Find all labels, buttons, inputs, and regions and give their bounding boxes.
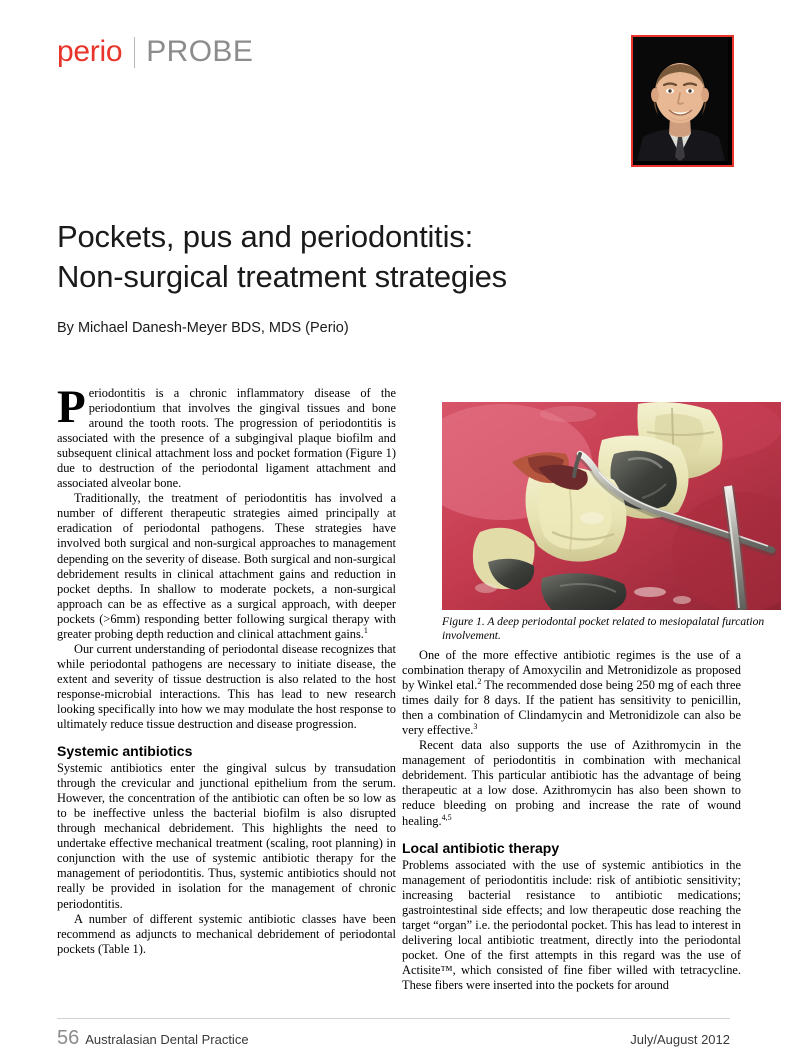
paragraph-systemic-classes: A number of different systemic antibiotic classes have been recommend as adjuncts to mechanical debridement of periodontal pockets (Table 1). xyxy=(57,911,396,956)
body-column-right xyxy=(402,648,741,993)
paragraph-combination-therapy-text-a: One of the more effective antibiotic regimes is the use of a combination therapy of Amoxycilin and Metronidizole as proposed by Winkel etal. xyxy=(402,648,741,693)
section-heading-local-antibiotic-therapy: Local antibiotic therapy xyxy=(402,839,560,856)
figure-1 xyxy=(442,402,781,643)
paragraph-combination-therapy-text-b: The recommended dose being 250 mg of each three times daily for 8 days. If the patient has sensitivity to penicillin, then a combination of Clindamycin and Metronidizole can also be very effective. xyxy=(402,678,741,738)
paragraph-combination-therapy xyxy=(402,648,741,738)
brand-perio-wordmark: perio xyxy=(57,35,123,68)
citation-ref-1: 1 xyxy=(363,625,368,635)
article-title xyxy=(57,217,697,297)
brand-probe-wordmark: PROBE xyxy=(146,35,254,68)
paragraph-local-antibiotic-problems: Problems associated with the use of systemic antibiotics in the management of periodontitis include: risk of antibiotic sensitivity; increasing bacterial resistance to antibiotic medications; gastrointestinal side effects; and low therapeutic dose reaching the target “organ” i.e. the periodontal pocket. This has lead to interest in delivering local antibiotic treatment, directly into the periodontal pocket. One of the first attempts in this regard was the use of Actisite™, which consisted of fine fiber willed with tetracycline. These fibers were inserted into the pockets for around xyxy=(402,857,741,992)
masthead xyxy=(57,30,253,74)
citation-ref-2: 2 xyxy=(477,676,482,686)
paragraph-traditional-treatment xyxy=(57,491,396,641)
citation-ref-4-5: 4,5 xyxy=(441,812,452,822)
paragraph-intro xyxy=(57,381,396,491)
paragraph-current-understanding: Our current understanding of periodontal disease recognizes that while periodontal pathogens are necessary to initiate disease, the extent and severity of tissue destruction is also related to the host response-microbial interactions. This has lead to new research looking specifically into how we may modulate the host response to ultimately reduce tissue destruction and disease progression. xyxy=(57,641,396,732)
footer-page-number: 56 xyxy=(57,1027,80,1049)
paragraph-traditional-treatment-text: Traditionally, the treatment of periodontitis has involved a number of different therapeutic strategies aimed principally at eradication of periodontal pathogens. These strategies have involved both surgical and non-surgical approaches to management depending on the severity of disease. Both surgical and non-surgical debridement results in clinical attachment gains and reduction in pocket depths. In shallow to moderate pockets, a non-surgical approach can be as effective as a surgical approach, with deeper pockets (>6mm) responding better following surgical therapy with greater probing depth reduction and clinical attachment gains. xyxy=(57,491,396,641)
author-portrait-image xyxy=(633,37,728,161)
footer-issue-date: July/August 2012 xyxy=(630,1032,730,1047)
citation-ref-3: 3 xyxy=(473,722,478,732)
article-title-line-2: Non-surgical treatment strategies xyxy=(57,258,507,294)
paragraph-azithromycin xyxy=(402,738,741,828)
footer-left-group xyxy=(57,1028,249,1048)
paragraph-systemic-transudation: Systemic antibiotics enter the gingival sulcus by transudation through the crevicular and junctional epithelium from the serum. However, the concentration of the antibiotic can often be so low as to be ineffective unless the bacterial biofilm is also disrupted through mechanical debridement. This highlights the need to undertake effective mechanical treatment (scaling, root planning) in conjunction with the use of systemic antibiotic therapy for the management of periodontitis. Thus, systemic antibiotics should not really be provided in isolation for the management of chronic periodontitis. xyxy=(57,761,396,911)
author-portrait xyxy=(631,35,734,167)
article-byline: By Michael Danesh-Meyer BDS, MDS (Perio) xyxy=(57,320,349,336)
figure-1-clinical-photo xyxy=(442,402,781,610)
footer-publication-name: Australasian Dental Practice xyxy=(85,1032,249,1047)
section-heading-systemic-antibiotics: Systemic antibiotics xyxy=(57,743,193,760)
page-footer xyxy=(57,1018,730,1048)
paragraph-intro-text: eriodontitis is a chronic inflammatory disease of the periodontium that involves the gingival tissues and bone around the tooth roots. The progression of periodontitis is associated with the presence of a subgingival plaque biofilm and subsequent clinical attachment loss and pocket formation (Figure 1) due to destruction of the periodontal ligament attachment and associated alveolar bone. xyxy=(57,386,396,491)
body-column-left xyxy=(57,381,396,957)
article-title-line-1: Pockets, pus and periodontitis: xyxy=(57,218,473,254)
paragraph-azithromycin-text: Recent data also supports the use of Azithromycin in the management of periodontitis in combination with mechanical debridement. This particular antibiotic has the advantage of being therapeutic at a low dose. Azithromycin has also been shown to reduce bleeding on probing and increase the rate of wound healing. xyxy=(402,738,741,828)
drop-cap: P xyxy=(57,381,86,433)
figure-1-caption: Figure 1. A deep periodontal pocket related to mesiopalatal furcation involvement. xyxy=(442,615,765,642)
brand-divider-rule xyxy=(134,37,135,68)
